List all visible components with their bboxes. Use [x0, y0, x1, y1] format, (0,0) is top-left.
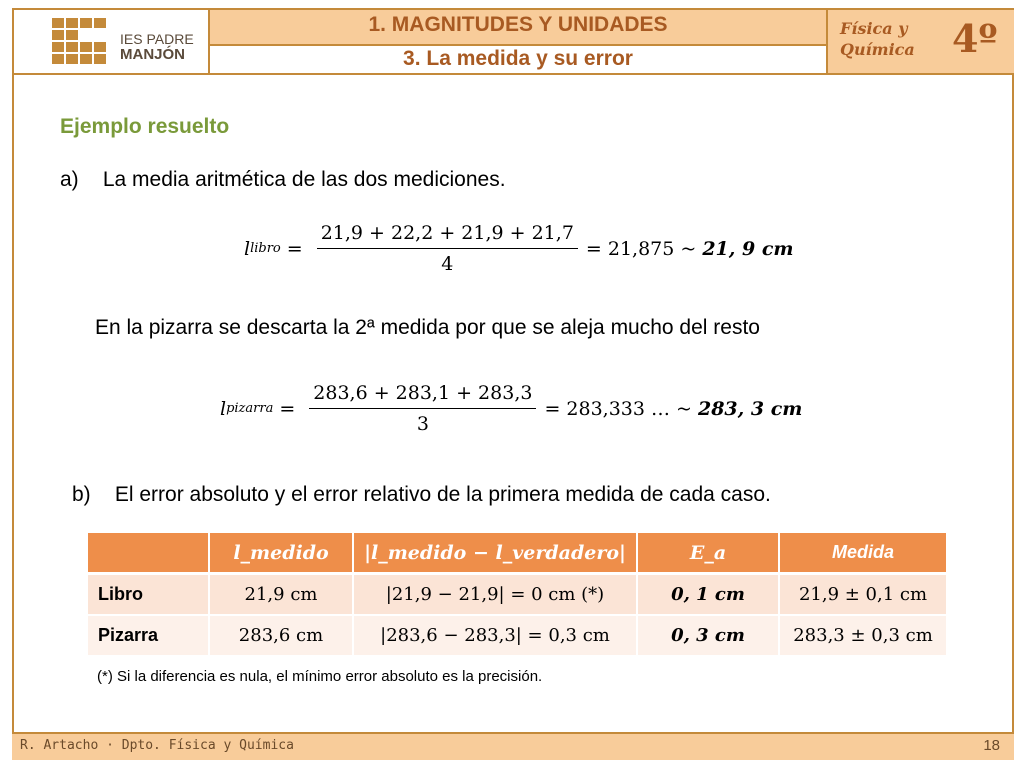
page-number: 18	[983, 737, 1000, 754]
footer-bar	[12, 732, 1014, 760]
cell-medida: 283,3 ± 0,3 cm	[779, 615, 947, 656]
row-label: Pizarra	[88, 615, 209, 656]
cell-difference: |283,6 − 283,3| = 0,3 cm	[353, 615, 637, 656]
logo-line1: IES PADRE	[120, 31, 194, 47]
logo-text	[120, 32, 194, 62]
subject-name	[840, 18, 940, 60]
cell-ea: 0, 3 cm	[637, 615, 779, 656]
unit-title: 1. MAGNITUDES Y UNIDADES	[210, 10, 826, 46]
eq2-numerator: 283,6 + 283,1 + 283,3	[309, 382, 536, 409]
eq1-result: = 21,875 ~	[585, 237, 697, 260]
eq1-denominator: 4	[441, 253, 454, 275]
table-header-row	[88, 533, 947, 574]
footer-author: R. Artacho · Dpto. Física y Química	[20, 738, 294, 753]
logo-line2: MANJÓN	[120, 46, 186, 63]
item-b-text: El error absoluto y el error relativo de la primera medida de cada caso.	[114, 483, 771, 506]
eq1-sub: libro	[250, 241, 281, 256]
header-ea: E_a	[637, 533, 779, 574]
section-title: 3. La medida y su error	[403, 47, 633, 70]
table-row	[88, 574, 947, 616]
eq1-fraction	[317, 222, 578, 275]
eq1-numerator: 21,9 + 22,2 + 21,9 + 21,7	[317, 222, 578, 249]
eq2-result: = 283,333 … ~	[544, 397, 692, 420]
row-label: Libro	[88, 574, 209, 616]
eq1-var: l	[244, 237, 251, 260]
header-difference: |l_medido − l_verdadero|	[353, 533, 637, 574]
note-discard: En la pizarra se descarta la 2ª medida por que se aleja mucho del resto	[95, 316, 760, 339]
eq2-sub: pizarra	[226, 401, 274, 416]
equation-pizarra: l pizarra = $\frac{283,6 + 283,1 + 283,3}{3}$ = 283,333 … ~ 283, 3 cm	[220, 382, 803, 435]
subject-line2: Química	[840, 40, 915, 59]
item-a	[60, 168, 506, 192]
course-level: 4º	[952, 16, 998, 61]
item-b-label: b)	[72, 483, 91, 506]
header-medida: Medida	[779, 533, 947, 574]
eq2-rounded: 283, 3 cm	[697, 397, 803, 420]
header-divider	[12, 73, 1014, 75]
cell-medido: 21,9 cm	[209, 574, 353, 616]
school-logo	[14, 10, 210, 73]
cell-medida: 21,9 ± 0,1 cm	[779, 574, 947, 616]
eq1-rounded: 21, 9 cm	[702, 237, 794, 260]
table-row	[88, 615, 947, 656]
item-a-label: a)	[60, 168, 79, 191]
logo-grid-icon	[52, 18, 108, 66]
results-table	[88, 533, 948, 657]
cell-medido: 283,6 cm	[209, 615, 353, 656]
equation-libro: l libro = $\frac{21,9 + 22,2 + 21,9 + 21,7}{4}$ = 21,875 ~ 21, 9 cm	[244, 222, 794, 275]
cell-difference: |21,9 − 21,9| = 0 cm (*)	[353, 574, 637, 616]
item-a-text: La media aritmética de las dos mediciones.	[102, 168, 506, 191]
header-l-medido: l_medido	[209, 533, 353, 574]
subject-box	[826, 10, 1014, 73]
example-heading: Ejemplo resuelto	[60, 115, 230, 138]
eq2-var: l	[220, 397, 227, 420]
footnote: (*) Si la diferencia es nula, el mínimo error absoluto es la precisión.	[97, 668, 543, 685]
header-empty	[88, 533, 209, 574]
item-b	[72, 483, 771, 507]
eq2-denominator: 3	[416, 413, 429, 435]
cell-ea: 0, 1 cm	[637, 574, 779, 616]
eq2-fraction	[309, 382, 536, 435]
subject-line1: Física y	[840, 19, 908, 38]
